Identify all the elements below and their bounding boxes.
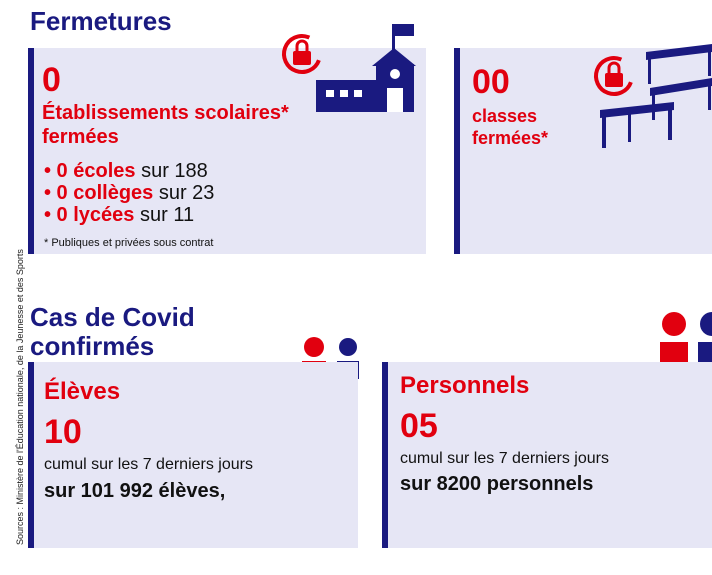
ecoles-rest: sur 188 (135, 160, 208, 182)
eleves-total: sur 101 992 élèves, (44, 480, 226, 502)
classes-label-1: classes (472, 106, 538, 126)
etablissements-label-1: Établissements scolaires* (42, 102, 289, 124)
personnels-count: 05 (400, 407, 438, 445)
classes-label-2: fermées* (472, 128, 549, 148)
personnels-total: sur 8200 personnels (400, 473, 594, 495)
desks-icon (590, 44, 712, 154)
list-item-colleges (44, 182, 214, 204)
source-text: Sources : Ministère de l'Éducation nationale, de la Jeunesse et des Sports (15, 249, 25, 545)
covid-title-2: confirmés (30, 331, 155, 361)
personnels-desc: cumul sur les 7 derniers jours (400, 450, 609, 467)
etablissements-footnote: * Publiques et privées sous contrat (44, 237, 214, 249)
eleves-count: 10 (44, 413, 82, 451)
personnels-label: Personnels (400, 372, 530, 399)
colleges-value: • 0 collèges (44, 182, 154, 204)
list-item-lycees (44, 204, 214, 226)
eleves-label: Élèves (44, 378, 121, 405)
etablissements-list (44, 160, 214, 226)
school-icon (312, 24, 442, 114)
etablissements-label-2: fermées (42, 126, 119, 148)
fermetures-title: Fermetures (30, 6, 172, 36)
covid-title-1: Cas de Covid (30, 302, 195, 332)
eleves-desc: cumul sur les 7 derniers jours (44, 456, 253, 473)
etablissements-count: 0 (42, 61, 61, 99)
list-item-ecoles (44, 160, 214, 182)
lycees-value: • 0 lycées (44, 204, 135, 226)
colleges-rest: sur 23 (153, 182, 215, 204)
lycees-rest: sur 11 (134, 204, 195, 226)
classes-count: 00 (472, 63, 510, 101)
ecoles-value: • 0 écoles (44, 160, 136, 182)
